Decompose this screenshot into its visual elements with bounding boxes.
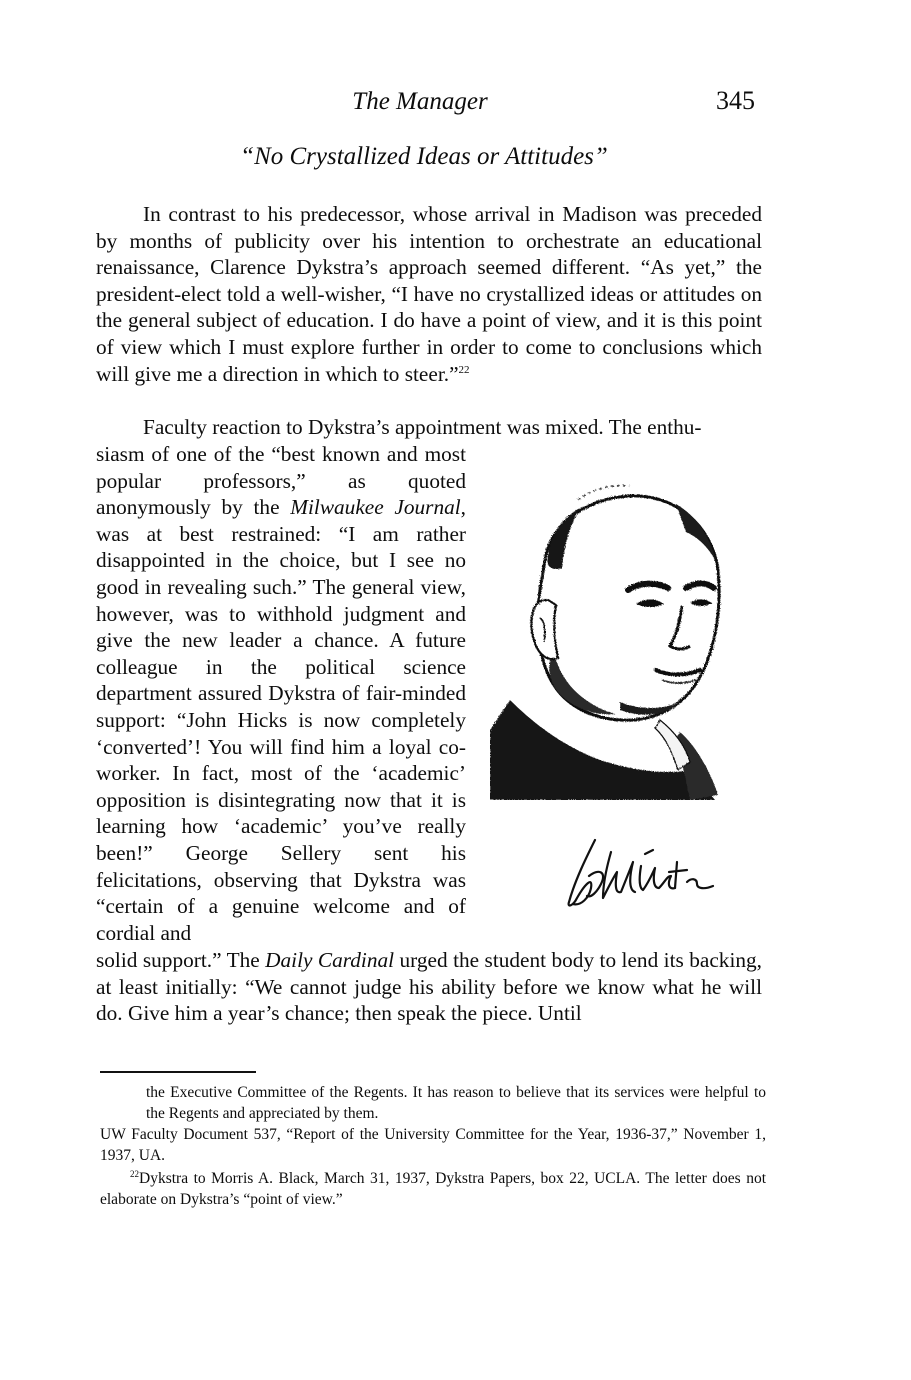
running-title: The Manager — [352, 88, 488, 115]
newspaper-milwaukee-journal: Milwaukee Journal — [290, 495, 461, 520]
running-head — [0, 84, 911, 124]
paragraph-wrapped-column — [96, 441, 466, 946]
newspaper-daily-cardinal: Daily Cardinal — [265, 948, 395, 972]
footnote-22-text: Dykstra to Morris A. Black, March 31, 1937, Dykstra Papers, box 22, UCLA. The letter does not elaborate on Dykstra’s “point of view.” — [100, 1170, 766, 1208]
footnote-continued: the Executive Committee of the Regents. It has reason to believe that its services were helpful to the Regents and appreciated by them. — [146, 1084, 766, 1122]
wrapped-text-a: siasm of one of the “best known and most popular professors,” as quoted anonymously by the — [96, 442, 466, 520]
continuation-text-a: solid support.” The — [96, 948, 266, 972]
footnote-citation: UW Faculty Document 537, “Report of the University Committee for the Year, 1936-37,” November 1, 1937, UA. — [100, 1126, 766, 1164]
paragraph-faculty-reaction: Faculty reaction to Dykstra’s appointment was mixed. The enthu- — [143, 415, 702, 439]
note-ref-22: 22 — [458, 363, 470, 376]
page-number: 345 — [716, 86, 755, 115]
paragraph-intro-text: In contrast to his predecessor, whose arrival in Madison was preceded by months of publicity over his intention to orchestrate an educational renaissance, Clarence Dykstra’s approach seemed different. “As yet,” the president-elect told a well-wisher, “I have no crystallized ideas or attitudes on the general subject of education. I do have a point of view, and it is this point of view which I must explore further in order to come to conclusions which will give me a direction in which to steer.” — [96, 202, 762, 386]
paragraph-intro — [96, 201, 762, 387]
continuation-text-b: urged the student body to lend its backing, at least initially: “We cannot judge his ability before we know what he will do. Give him a year’s chance; then speak the piece. Until — [96, 948, 762, 1026]
wrapped-text-b: , was at best restrained: “I am rather disappointed in the choice, but I see no good in revealing such.” The general view, however, was to withhold judgment and give the new leader a chance. A future colleague in the political science department assured Dykstra of fair-minded support: “John Hicks is now completely ‘converted’! You will find him a loyal co-worker. In fact, most of the ‘academic’ opposition is disintegrating now that it is learning how ‘academic’ you’ve really been!” George Sellery sent his felicitations, observing that Dykstra was “certain of a genuine welcome and of cordial and — [96, 495, 466, 945]
portrait-drawing — [490, 470, 740, 800]
footnote-number: 22 — [130, 1168, 139, 1179]
handwritten-signature — [555, 832, 725, 912]
paragraph-continuation — [96, 947, 762, 1027]
section-heading: “No Crystallized Ideas or Attitudes” — [240, 143, 608, 170]
footnote-rule — [100, 1071, 256, 1073]
footnote-22 — [100, 1168, 766, 1210]
